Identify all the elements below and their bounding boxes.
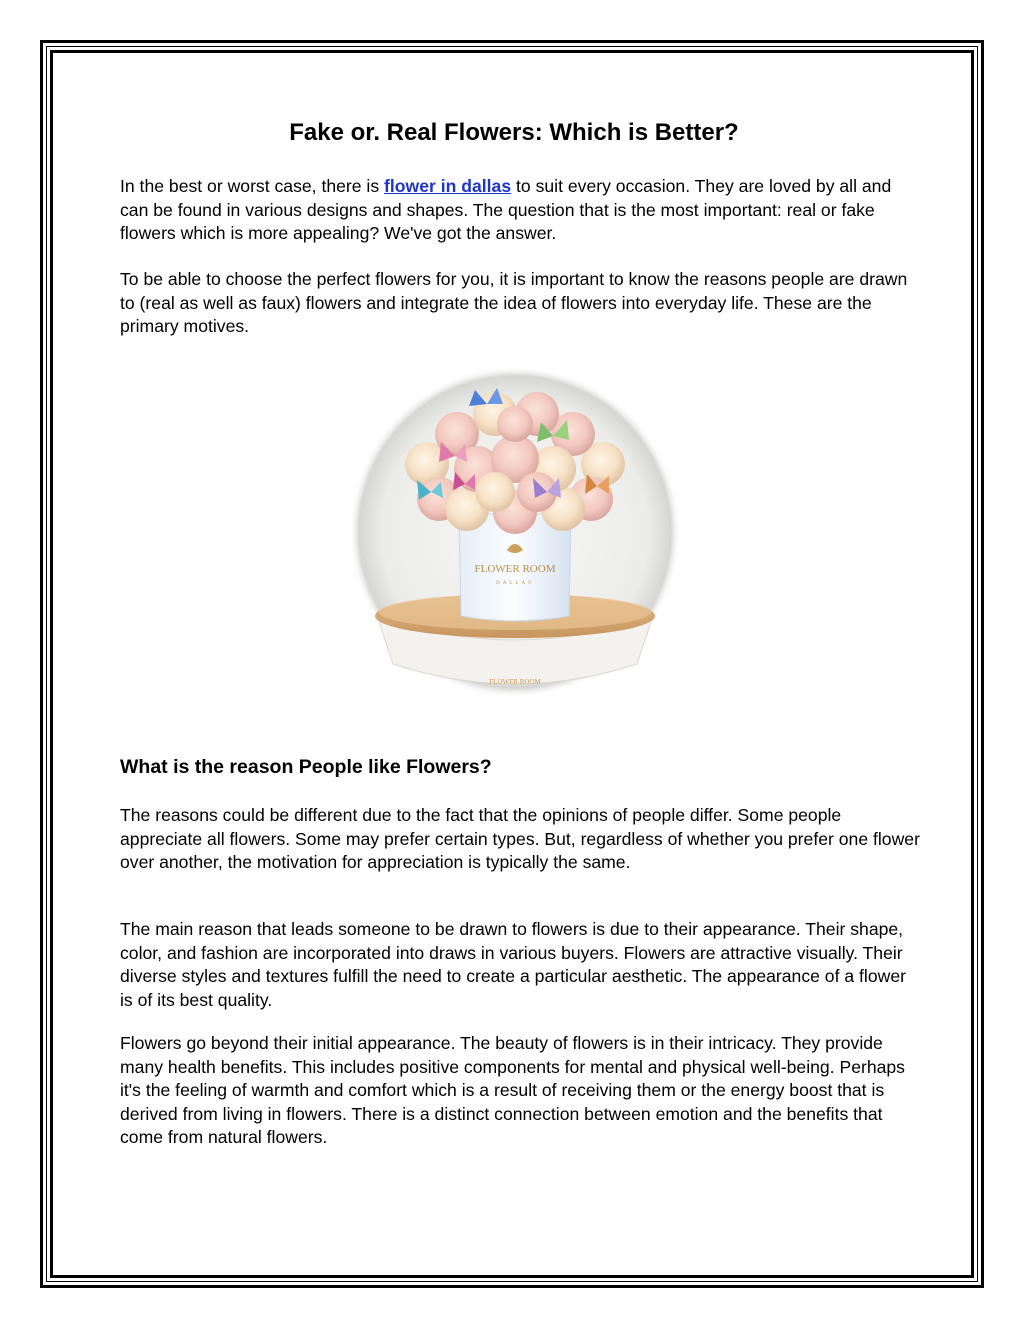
section-heading: What is the reason People like Flowers? [120, 756, 492, 778]
flower-in-dallas-link[interactable]: flower in dallas [384, 176, 512, 196]
intro-text-before-link: In the best or worst case, there is [120, 176, 385, 196]
stand-brand-text: FLOWER ROOM [489, 678, 541, 686]
paragraph-4: The main reason that leads someone to be drawn to flowers is due to their appearance. Their shape, color, and fashion are incorporated into draws in various buyers. Flowers are attractive visually. Their diverse styles and textures fulfill the need to create a particular aesthetic. The appearance of a flower is of its best quality. [120, 919, 906, 1010]
paragraph-2: To be able to choose the perfect flowers for you, it is important to know the reasons people are drawn to (real as well as faux) flowers and integrate the idea of flowers into everyday life. These are the primary motives. [120, 269, 908, 336]
box-subbrand-text: DALLAS [496, 581, 534, 586]
intro-paragraph [120, 175, 920, 246]
page-title: Fake or. Real Flowers: Which is Better? [289, 119, 739, 146]
box-brand-text: FLOWER ROOM [474, 563, 556, 575]
intro-text-after-link: to suit every occasion. They are loved by all and can be found in various designs and shapes. The question that is the most important: real or fake flowers which is more appealing? We've got the answer. [120, 176, 892, 243]
paragraph-5: Flowers go beyond their initial appearance. The beauty of flowers is in their intricacy. They provide many health benefits. This includes positive components for mental and physical well-being. Perhaps it's the feeling of warmth and comfort which is a result of receiving them or the energy boost that is derived from living in flowers. There is a distinct connection between emotion and the benefits that come from natural flowers. [120, 1033, 905, 1147]
flower-box-image [347, 364, 683, 700]
paragraph-3: The reasons could be different due to the fact that the opinions of people differ. Some people appreciate all flowers. Some may prefer certain types. But, regardless of whether you prefer one flower over another, the motivation for appreciation is typically the same. [120, 805, 920, 872]
